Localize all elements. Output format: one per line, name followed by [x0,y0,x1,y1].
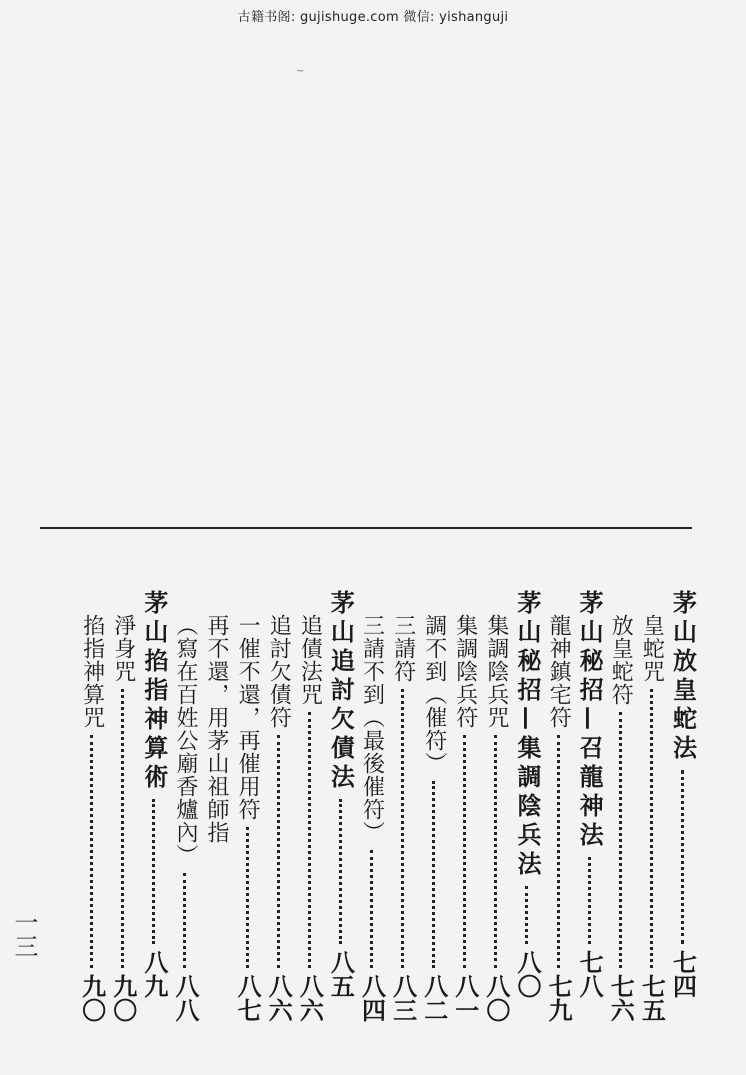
toc-leader-dots [650,689,653,968]
toc-leader-dots [246,827,249,968]
toc-entry[interactable] [263,580,294,1022]
toc-title: 三請符 [390,614,416,683]
toc-entry[interactable] [418,580,449,1022]
folio-page-number: 一三 [10,910,38,958]
toc-title: 調不到（催符） [421,614,447,775]
toc-leader-dots [619,712,622,968]
toc-page-number: 八〇 [512,950,542,998]
toc-title: 皇蛇咒 [639,614,665,683]
toc-entry[interactable] [387,580,418,1022]
toc-page-number: 七四 [668,950,698,998]
toc-entry[interactable] [356,580,387,1022]
toc-leader-dots [557,735,560,968]
toc-title: 三請不到（最後催符） [359,614,385,844]
toc-leader-dots [339,799,342,944]
toc-title: 淨身咒 [110,614,136,683]
toc-leader-dots [494,735,497,968]
toc-page-number: 七五 [637,974,667,1022]
toc-title: 集調陰兵符 [452,614,478,729]
toc-title: 一催不還，再催用符 [235,614,261,821]
toc-page-number: 九〇 [108,974,138,1022]
toc-leader-dots [370,850,373,968]
toc-page-number: 七九 [544,974,574,1022]
toc-leader-dots [432,781,435,968]
toc-title: 茅山秘招—召龍神法 [575,590,605,851]
toc-title: 追債法咒 [297,614,323,706]
toc-entry[interactable] [574,580,605,998]
header-rule [40,527,692,529]
toc-entry[interactable] [605,580,636,1022]
toc-entry[interactable] [449,580,480,1022]
toc-page-number: 八五 [326,950,356,998]
toc-page-number: 八六 [295,974,325,1022]
toc-entry[interactable] [138,580,169,998]
toc-entry[interactable] [325,580,356,998]
toc-page-number: 八一 [450,974,480,1022]
toc-leader-dots [90,735,93,968]
toc-entry[interactable] [294,580,325,1022]
toc-page-number: 八八 [170,974,200,1022]
toc-leader-dots [277,735,280,968]
toc-page-number: 八四 [357,974,387,1022]
toc-entry[interactable] [636,580,667,1022]
toc-leader-dots [681,770,684,944]
toc-entry[interactable] [667,580,698,998]
watermark-text: 古籍书阁: gujishuge.com 微信: yishanguji [237,10,509,25]
toc-entry[interactable] [76,580,107,1022]
toc-page-number: 八七 [233,974,263,1022]
toc-leader-dots [183,873,186,968]
toc-entry[interactable] [232,580,263,1022]
toc-leader-dots [588,857,591,944]
toc-page-number: 八〇 [481,974,511,1022]
toc-title: 集調陰兵咒 [483,614,509,729]
toc-entry[interactable] [107,580,138,1022]
toc-leader-dots [401,689,404,968]
toc-title: 龍神鎮宅符 [546,614,572,729]
toc-page-number: 九〇 [77,974,107,1022]
toc-page-number: 七六 [606,974,636,1022]
toc-title: 掐指神算咒 [79,614,105,729]
toc-leader-dots [121,689,124,968]
toc-title: 茅山追討欠債法 [326,590,356,793]
toc-title: 茅山秘招—集調陰兵法 [512,590,542,880]
toc-page-number: 八九 [139,950,169,998]
toc-page-number: 七八 [575,950,605,998]
toc-page-number: 八二 [419,974,449,1022]
toc-leader-dots [463,735,466,968]
toc-title: 茅山放皇蛇法 [668,590,698,764]
toc-title: （寫在百姓公廟香爐內） [172,614,198,867]
toc-page-number: 八三 [388,974,418,1022]
toc-entry[interactable] [201,580,232,1022]
toc-entry[interactable] [169,580,200,1022]
scan-speck: ~ [296,66,305,77]
toc-entry[interactable] [543,580,574,1022]
toc-title: 追討欠債符 [266,614,292,729]
toc-title: 再不還，用茅山祖師指 [204,614,230,844]
toc-leader-dots [525,886,528,944]
toc-leader-dots [152,799,155,944]
toc-title: 放皇蛇符 [608,614,634,706]
table-of-contents [48,580,698,1022]
toc-page-number: 八六 [264,974,294,1022]
toc-title: 茅山掐指神算術 [139,590,169,793]
toc-entry[interactable] [511,580,542,998]
toc-leader-dots [308,712,311,968]
toc-entry[interactable] [480,580,511,1022]
